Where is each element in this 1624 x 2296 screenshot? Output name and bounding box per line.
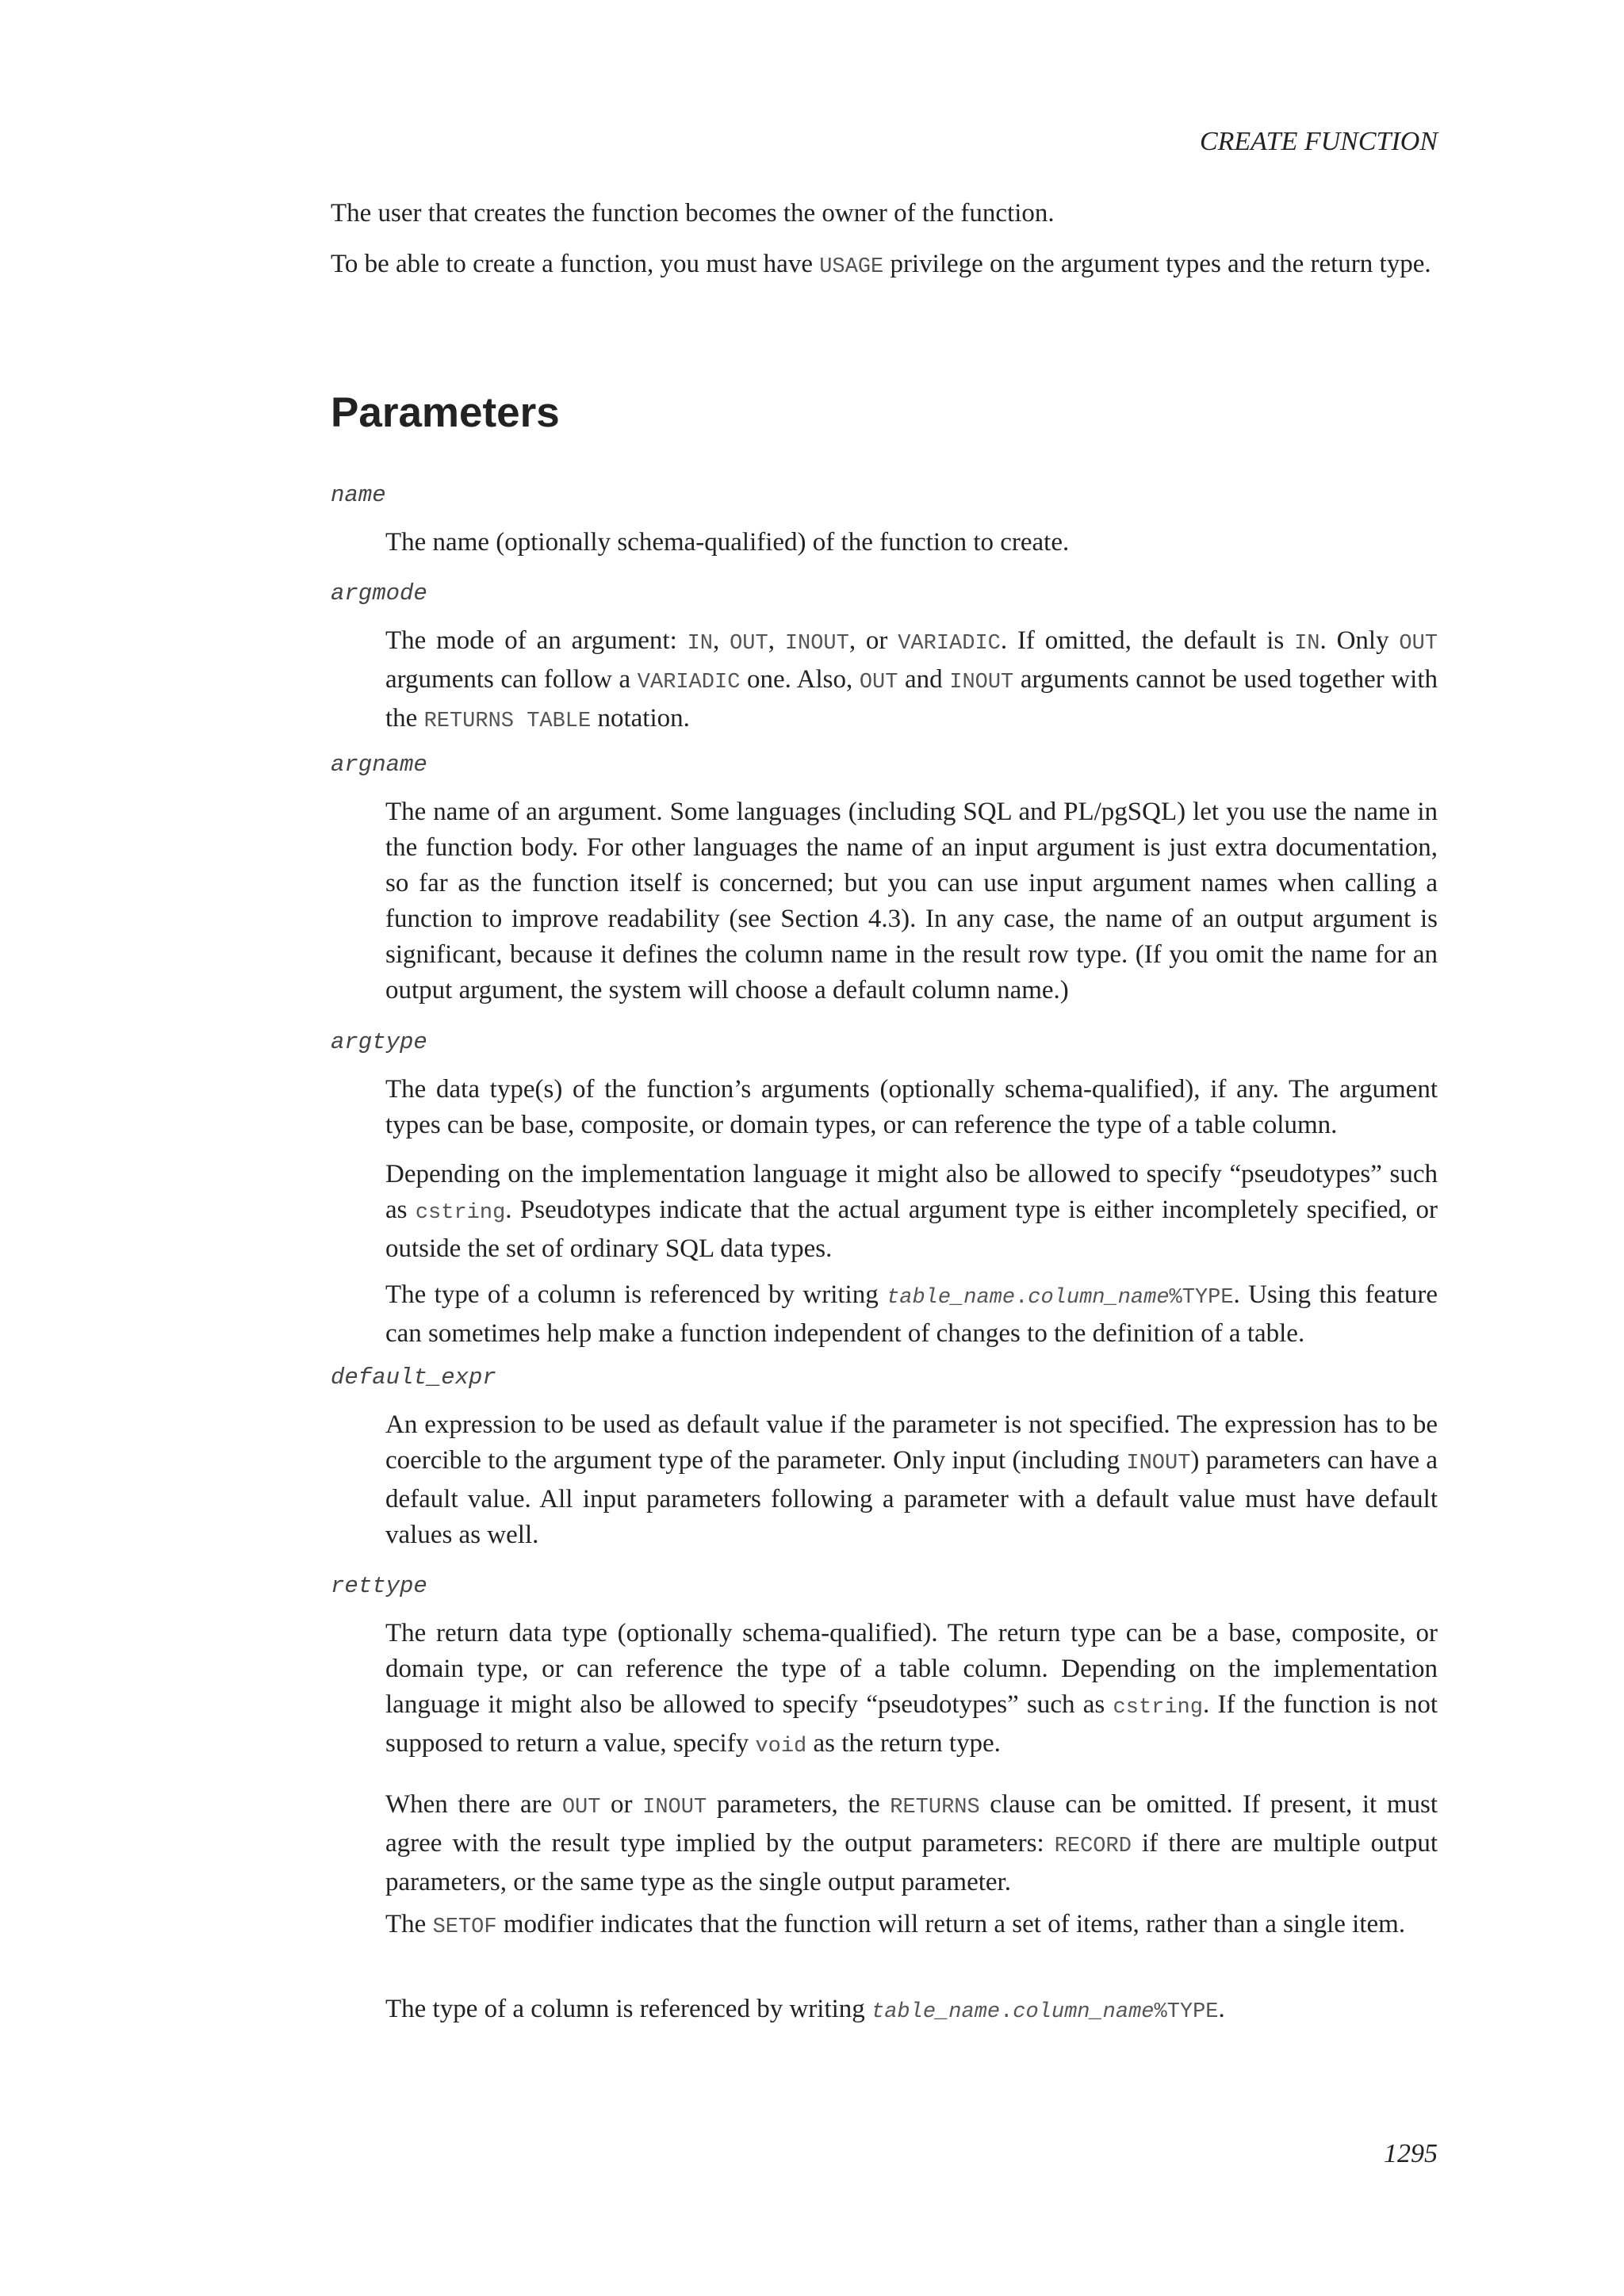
text: one. Also, <box>740 665 860 694</box>
desc-argname: The name of an argument. Some languages (including SQL and PL/pgSQL) let you use the name in the function body. For other languages the name of an input argument is just extra documentation, so far as the function itself is concerned; but you can use input argument names when calling a function to improve readability (see Section 4.3). In any case, the name of an output argument is significant, because it defines the column name in the result row type. (If you omit the name for an output argument, the system will choose a default column name.) <box>385 798 1438 1004</box>
code: cstring <box>1113 1696 1203 1720</box>
text: An expression to be used as default value if the parameter is not specified. The expression has to be coercible to the argument type of the parameter. Only input (including <box>385 1410 1438 1475</box>
text: The type of a column is referenced by writing <box>385 1995 872 2023</box>
desc-name: The name (optionally schema-qualified) of the function to create. <box>385 528 1070 557</box>
code: RETURNS TABLE <box>423 710 592 733</box>
text: arguments can follow a <box>385 665 638 694</box>
code: RECORD <box>1054 1835 1132 1858</box>
desc-argmode <box>385 623 1438 740</box>
code: OUT <box>1399 632 1438 656</box>
code: INOUT <box>1126 1452 1191 1475</box>
desc-rettype-2 <box>385 1787 1438 1900</box>
text: The type of a column is referenced by writing <box>385 1280 887 1309</box>
code: SETOF <box>432 1915 497 1939</box>
intro-paragraph-owner: The user that creates the function becomes the owner of the function. <box>331 199 1055 228</box>
desc-argtype-3 <box>385 1277 1438 1352</box>
code: void <box>755 1735 807 1758</box>
text: clause can be omitted. If present, it must agree with the result type implied by the output parameters: <box>385 1790 1438 1858</box>
code: . <box>1015 1286 1028 1310</box>
text: or <box>600 1790 643 1819</box>
code: RETURNS <box>890 1796 980 1820</box>
desc-default-expr <box>385 1407 1438 1553</box>
text: , or <box>848 626 898 655</box>
code: OUT <box>561 1796 601 1820</box>
term-argname: argname <box>331 752 427 778</box>
text: . Pseudotypes indicate that the actual argument type is either incompletely specified, or outside the set of ordinary SQL data types. <box>385 1196 1438 1263</box>
text: as the return type. <box>806 1729 1001 1758</box>
desc-rettype-3 <box>385 1907 1438 1946</box>
term-rettype: rettype <box>331 1573 427 1599</box>
code-italic: column_name <box>1013 2000 1155 2024</box>
text: ) parameters can have a default value. All input parameters following a parameter with a default value must have default values as well. <box>385 1446 1438 1549</box>
text: When there are <box>385 1790 562 1819</box>
text: . Only <box>1320 626 1400 655</box>
term-argtype: argtype <box>331 1029 427 1055</box>
text: . If omitted, the default is <box>1000 626 1295 655</box>
text: . If the function is not supposed to return a value, specify <box>385 1690 1438 1758</box>
code: IN <box>687 632 714 656</box>
code: %TYPE <box>1154 2000 1219 2024</box>
text: The return data type (optionally schema-qualified). The return type can be a base, composite, or domain type, or can reference the type of a table column. Depending on the implementation language it might also be allowed to specify “pseudotypes” such as <box>385 1619 1438 1719</box>
code: %TYPE <box>1169 1286 1234 1310</box>
page-number: 1295 <box>1384 2139 1438 2168</box>
section-title: Parameters <box>331 389 560 436</box>
intro-paragraph-privilege <box>331 247 1438 285</box>
desc-argtype-1: The data type(s) of the function’s arguments (optionally schema-qualified), if any. The argument types can be base, composite, or domain types, or can reference the type of a table column. <box>385 1075 1438 1139</box>
code: USAGE <box>819 255 884 279</box>
code: VARIADIC <box>637 671 741 695</box>
code: INOUT <box>949 671 1014 695</box>
text: arguments cannot be used together with the <box>385 665 1438 733</box>
text: notation. <box>591 704 690 733</box>
term-default-expr: default_expr <box>331 1364 496 1391</box>
running-header: CREATE FUNCTION <box>1199 127 1438 156</box>
code: OUT <box>730 632 768 656</box>
text: if there are multiple output parameters, or the same type as the single output parameter. <box>385 1829 1438 1896</box>
code: OUT <box>859 671 898 695</box>
code: IN <box>1294 632 1320 656</box>
code: VARIADIC <box>898 632 1001 656</box>
desc-rettype-1 <box>385 1616 1438 1765</box>
text: The <box>385 1910 433 1938</box>
text: To be able to create a function, you must have <box>331 250 820 278</box>
code: cstring <box>415 1201 506 1225</box>
text: The mode of an argument: <box>385 626 688 655</box>
code-italic: table_name <box>871 2000 1001 2024</box>
text: . Using this feature can sometimes help make a function independent of changes to the definition of a table. <box>385 1280 1438 1348</box>
text: . <box>1218 1995 1225 2023</box>
code: INOUT <box>642 1796 707 1820</box>
text: , <box>768 626 785 655</box>
term-name: name <box>331 482 386 508</box>
code-italic: table_name <box>887 1286 1016 1310</box>
text: modifier indicates that the function will return a set of items, rather than a single item. <box>496 1910 1406 1938</box>
text: Depending on the implementation language it might also be allowed to specify “pseudotypes” such as <box>385 1160 1438 1224</box>
code: . <box>1000 2000 1013 2024</box>
text: parameters, the <box>707 1790 891 1819</box>
text: , <box>713 626 730 655</box>
text: privilege on the argument types and the return type. <box>883 250 1431 278</box>
code: INOUT <box>784 632 849 656</box>
code-italic: column_name <box>1028 1286 1170 1310</box>
text: and <box>898 665 950 694</box>
desc-rettype-4 <box>385 1992 1438 2030</box>
term-argmode: argmode <box>331 580 427 607</box>
desc-argtype-2 <box>385 1157 1438 1267</box>
